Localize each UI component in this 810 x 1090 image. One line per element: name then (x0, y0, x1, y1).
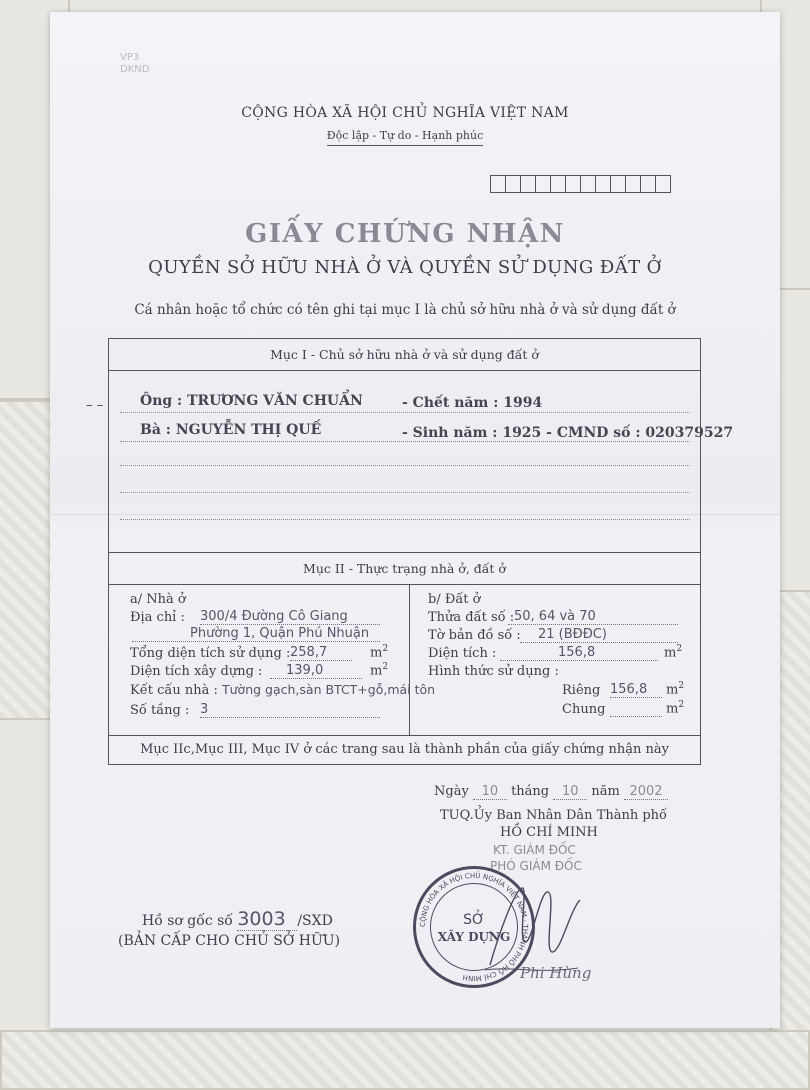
shared-unit: $m^2$ (666, 700, 685, 717)
owner-1-name: Ông : TRƯƠNG VĂN CHUẨN (140, 393, 363, 409)
built-area-unit: $m^2$ (370, 662, 389, 679)
divider (108, 552, 701, 553)
motto: Độc lập - Tự do - Hạnh phúc (0, 129, 810, 142)
divider (108, 735, 701, 736)
svg-text:CỘNG HÒA XÃ HỘI CHỦ NGHĨA VIỆT: CỘNG HÒA XÃ HỘI CHỦ NGHĨA VIỆT NAM · THÀNH PHỐ HỒ CHÍ MINH (418, 871, 530, 983)
floors-value: 3 (200, 702, 380, 718)
private-value: 156,8 (610, 682, 662, 698)
footer-note: Mục IIc,Mục III, Mục IV ở các trang sau là thành phần của giấy chứng nhận này (140, 742, 669, 757)
structure-value: Tường gạch,sàn BTCT+gỗ,mái tôn (222, 682, 436, 697)
shared-label: Chung (562, 702, 606, 717)
dotted-line (120, 441, 690, 442)
certificate-title: GIẤY CHỨNG NHẬN (245, 219, 565, 249)
total-area-value: 258,7 (290, 645, 352, 661)
divider (108, 584, 701, 585)
certificate-subtitle: QUYỀN SỞ HỮU NHÀ Ở VÀ QUYỀN SỬ DỤNG ĐẤT Ở (148, 257, 662, 278)
private-unit: $m^2$ (666, 681, 685, 698)
land-heading: b/ Đất ở (428, 592, 481, 607)
signer-name: Phi Hùng (520, 964, 592, 982)
margin-note: VP3 DKND (120, 52, 150, 75)
shared-value (610, 701, 662, 717)
structure-label: Kết cấu nhà : (130, 683, 218, 698)
owner-2-name: Bà : NGUYỄN THỊ QUẾ (140, 422, 322, 438)
owner-2-detail: - Sinh năm : 1925 - CMND số : 020379527 (402, 425, 734, 441)
house-heading: a/ Nhà ở (130, 592, 186, 607)
total-area-label: Tổng diện tích sử dụng : (130, 646, 291, 661)
plot-value: 50, 64 và 70 (508, 609, 678, 625)
usage-label: Hình thức sử dụng : (428, 664, 559, 679)
floors-label: Số tầng : (130, 703, 190, 718)
authority-line: TUQ.Ủy Ban Nhân Dân Thành phố (440, 808, 668, 823)
stamp-center-line2: XÂY DỰNG (437, 930, 511, 944)
owner-1-detail: - Chết năm : 1994 (402, 395, 543, 411)
issue-date: Ngày 10 tháng 10 năm 2002 (434, 784, 668, 800)
map-label: Tờ bản đồ số : (428, 628, 521, 643)
map-value: 21 (BĐĐC) (520, 627, 678, 643)
intro-text: Cá nhân hoặc tổ chức có tên ghi tại mục I là chủ sở hữu nhà ở và sử dụng đất ở (134, 302, 676, 318)
land-area-unit: $m^2$ (664, 644, 683, 661)
dotted-line (120, 492, 690, 493)
house-address-line1: 300/4 Đường Cô Giang (200, 609, 380, 625)
built-area-value: 139,0 (270, 663, 362, 679)
plot-label: Thửa đất số : (428, 610, 515, 625)
file-number: Hồ sơ gốc số 3003 /SXD (142, 908, 333, 930)
column-divider (409, 584, 410, 735)
stamp-center-line1: SỞ (463, 912, 485, 928)
signer-role-2: PHÓ GIÁM ĐỐC (490, 859, 582, 873)
built-area-label: Diện tích xây dựng : (130, 664, 263, 679)
section1-heading: Mục I - Chủ sở hữu nhà ở và sử dụng đất ở (270, 347, 539, 362)
dash-mark: – – (86, 398, 104, 413)
land-area-value: 156,8 (500, 645, 658, 661)
dotted-line (120, 465, 690, 466)
divider (108, 370, 701, 371)
dotted-line (120, 412, 690, 413)
signer-role-1: KT. GIÁM ĐỐC (493, 843, 576, 857)
country-header: CỘNG HÒA XÃ HỘI CHỦ NGHĨA VIỆT NAM (241, 105, 569, 121)
total-area-unit: $m^2$ (370, 644, 389, 661)
copy-note: (BẢN CẤP CHO CHỦ SỞ HỮU) (118, 933, 341, 949)
serial-number-boxes (490, 175, 671, 193)
authority-city: HỒ CHÍ MINH (500, 825, 598, 840)
land-area-label: Diện tích : (428, 646, 497, 661)
floor-tile (0, 1030, 810, 1090)
house-address-line2: Phường 1, Quận Phú Nhuận (132, 626, 380, 642)
house-address-label: Địa chỉ : (130, 610, 185, 625)
section2-heading: Mục II - Thực trạng nhà ở, đất ở (303, 561, 506, 576)
private-label: Riêng (562, 683, 601, 698)
dotted-line (120, 519, 690, 520)
